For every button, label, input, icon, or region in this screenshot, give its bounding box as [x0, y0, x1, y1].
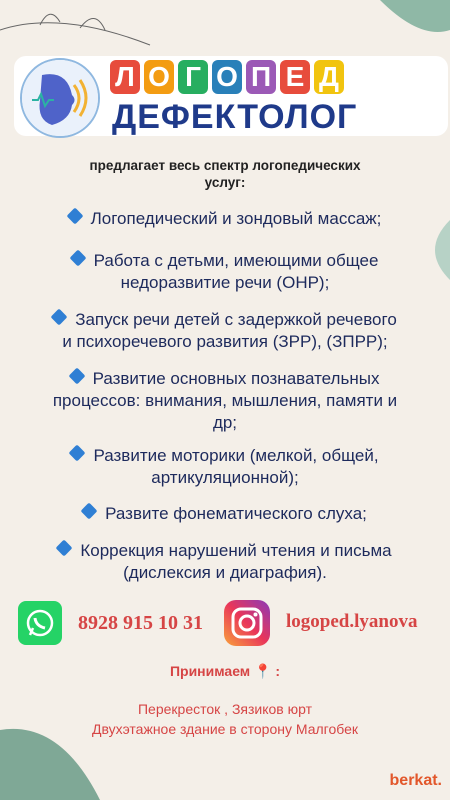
contact-row [16, 598, 446, 648]
whatsapp-icon[interactable] [18, 601, 62, 645]
title-letter-tile: О [144, 60, 174, 94]
leaf-decoration-top-left [0, 0, 160, 60]
service-item [10, 250, 440, 294]
service-text: недоразвитие речи (ОНР); [120, 273, 330, 292]
diamond-bullet-icon [69, 445, 86, 462]
service-text: Развитие основных познавательных [92, 369, 380, 388]
service-line [10, 250, 440, 272]
service-text: др; [212, 413, 238, 432]
service-line [10, 503, 440, 525]
service-text: Коррекция нарушений чтения и письма [80, 541, 392, 560]
service-line [10, 540, 440, 562]
berkat-watermark: berkat. [389, 772, 442, 789]
diamond-bullet-icon [81, 503, 98, 520]
service-line [10, 309, 440, 331]
diamond-bullet-icon [68, 368, 85, 385]
service-text: процессов: внимания, мышления, памяти и [52, 391, 398, 410]
title-letter-tile: Г [178, 60, 208, 94]
instagram-icon[interactable] [224, 600, 270, 646]
accept-text: Принимаем [169, 663, 251, 679]
intro-line-2: услуг: [204, 175, 246, 190]
service-item [10, 503, 440, 525]
instagram-handle[interactable]: logoped.lyanova [286, 611, 418, 632]
pin-icon: 📍 [254, 663, 272, 679]
service-line [10, 412, 440, 434]
diamond-bullet-icon [66, 208, 83, 225]
service-text: Логопедический и зондовый массаж; [90, 209, 382, 228]
service-item [10, 309, 440, 353]
service-item [10, 540, 440, 584]
diamond-bullet-icon [56, 540, 73, 557]
title-letter-tile: П [246, 60, 276, 94]
phone-number[interactable]: 8928 915 10 31 [78, 612, 203, 634]
intro-line-1: предлагает весь спектр логопедических [89, 158, 361, 173]
service-text: Работа с детьми, имеющими общее [93, 251, 379, 270]
service-line [10, 562, 440, 584]
title-letter-tile: Д [314, 60, 344, 94]
service-line [10, 445, 440, 467]
service-line [10, 331, 440, 353]
service-line [10, 467, 440, 489]
diamond-bullet-icon [69, 250, 86, 267]
title-letter-tile: Л [110, 60, 140, 94]
service-line [10, 390, 440, 412]
service-item [10, 445, 440, 489]
diamond-bullet-icon [51, 309, 68, 326]
intro-text [0, 157, 450, 191]
service-text: (дислексия и диаграфия). [123, 563, 327, 582]
leaf-decoration-top-right [360, 0, 450, 60]
subtitle: ДЕФЕКТОЛОГ [112, 98, 358, 136]
service-line [10, 208, 440, 230]
service-text: и психоречевого развития (ЗРР), (ЗПРР); [62, 332, 388, 351]
accept-colon: : [275, 663, 281, 679]
title-letters [110, 60, 344, 94]
title-letter-tile: О [212, 60, 242, 94]
service-text: Развитие моторики (мелкой, общей, [93, 446, 379, 465]
address-line-2: Двухэтажное здание в сторону Малгобек [91, 721, 359, 737]
service-item [10, 368, 440, 434]
service-text: артикуляционной); [151, 468, 299, 487]
service-item [10, 208, 440, 230]
service-text: Развите фонематического слуха; [105, 504, 367, 523]
address-line-1: Перекресток , Зязиков юрт [137, 701, 312, 717]
title-letter-tile: Е [280, 60, 310, 94]
accept-label [0, 663, 450, 680]
logo-icon [20, 58, 100, 138]
service-text: Запуск речи детей с задержкой речевого [75, 310, 397, 329]
service-line [10, 368, 440, 390]
service-line [10, 272, 440, 294]
